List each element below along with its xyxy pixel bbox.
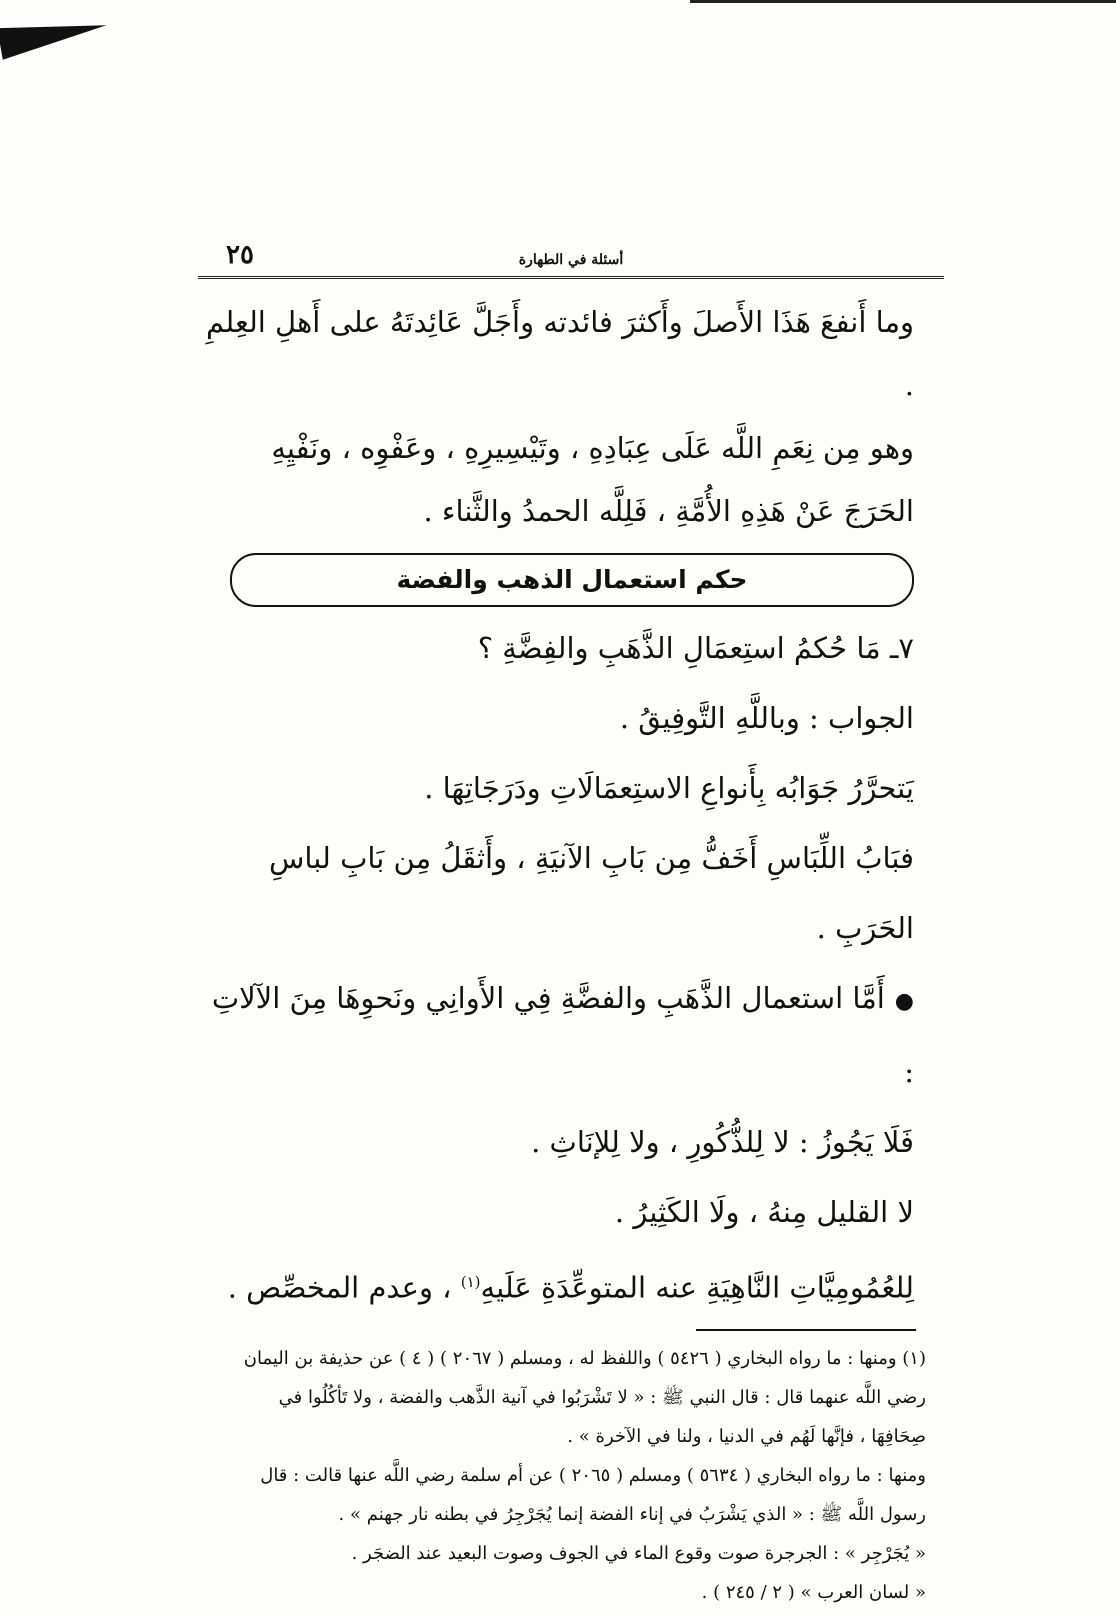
footnote-divider bbox=[696, 1329, 916, 1331]
answer-line: فبَابُ اللِّبَاسِ أَخَفُّ مِن بَابِ الآنيَةِ ، وأَثقَلُ مِن بَابِ لباسِ الحَرَبِ . bbox=[269, 841, 914, 945]
footnote-line: رسول اللَّه ﷺ : « الذي يَشْرَبُ في إناء الفضة إنما يُجَرْجِرُ في بطنه نار جهنم » . bbox=[338, 1503, 926, 1525]
footnote-line: صِحَافِهَا ، فإنَّها لَهُم في الدنيا ، ولنا في الآخرة » . bbox=[567, 1425, 926, 1447]
answer-line: الجواب : وباللَّهِ التَّوفِيقُ . bbox=[619, 701, 914, 735]
page-number: ٢٥ bbox=[226, 240, 254, 270]
running-header bbox=[198, 240, 944, 279]
footnote-line: « يُجَرْجِر » : الجرجرة صوت وقوع الماء في الجوف وصوت البعيد عند الضجَر . bbox=[351, 1542, 926, 1564]
footnote-line: رضي اللَّه عنهما قال : قال النبي ﷺ : « لا تَشْرَبُوا في آنية الذَّهب والفضة ، ولا تَأكُلُوا في bbox=[278, 1386, 926, 1408]
ruling-line: فَلَا يَجُوزُ : لا لِلذُّكُورِ ، ولا لِلإنَاثِ . bbox=[531, 1125, 914, 1159]
footnote-line: ومنها : ما رواه البخاري ( ٥٦٣٤ ) ومسلم ( ٢٠٦٥ ) عن أم سلمة رضي اللَّه عنها قالت : قال bbox=[260, 1464, 926, 1486]
intro-paragraph: وما أَنفعَ هَذَا الأَصلَ وأَكثرَ فائدته وأَجَلَّ عَائِدتَهُ على أَهلِ العِلمِ . bbox=[206, 305, 914, 402]
scan-top-line bbox=[690, 0, 1116, 3]
answer-line: يَتحرَّرُ جَوَابُه بِأَنواعِ الاستِعمَالَاتِ ودَرَجَاتِهَا . bbox=[424, 771, 914, 805]
evidence-line bbox=[198, 1247, 914, 1323]
book-page bbox=[198, 240, 944, 1612]
footnotes bbox=[198, 1339, 944, 1612]
question: ٧ـ مَا حُكمُ استِعمَالِ الذَّهَبِ والفِضَّةِ ؟ bbox=[477, 631, 914, 665]
question-answer bbox=[198, 613, 944, 1323]
evidence-text: لِلعُمُومِيَّاتِ النَّاهِيَةِ عنه المتوعِّدَةِ عَلَيهِ bbox=[480, 1270, 914, 1305]
intro-paragraphs bbox=[198, 291, 944, 543]
bullet-point bbox=[198, 963, 914, 1107]
intro-paragraph: وهو مِن نِعَمِ اللَّه عَلَى عِبَادِهِ ، وتَيْسِيرِهِ ، وعَفْوِه ، ونَفْيِهِ الحَرَجَ عَنْ هَذِهِ الأُمَّةِ ، فَلِلَّه الحمدُ والثَّناء . bbox=[271, 431, 914, 528]
running-title: أسئلة في الطهارة bbox=[518, 252, 624, 268]
bullet-text: أَمَّا استعمال الذَّهَبِ والفضَّةِ فِي الأَوانِي ونَحوِهَا مِنَ الآلاتِ : bbox=[211, 981, 914, 1089]
ruling-line: لا القليل مِنهُ ، ولَا الكَثِيرُ . bbox=[614, 1195, 914, 1229]
section-heading: حكم استعمال الذهب والفضة bbox=[230, 553, 914, 607]
bullet-icon: ● bbox=[894, 989, 914, 1014]
evidence-text-end: ، وعدم المخصِّص . bbox=[227, 1270, 461, 1305]
scan-edge-mark bbox=[0, 9, 109, 59]
footnote-line: « لسان العرب » ( ٢ / ٢٤٥ ) . bbox=[701, 1581, 926, 1603]
footnote-marker: (١) bbox=[460, 1273, 481, 1291]
footnote-line: (١) ومنها : ما رواه البخاري ( ٥٤٢٦ ) واللفظ له ، ومسلم ( ٢٠٦٧ ) ( ٤ ) عن حذيفة بن اليمان bbox=[243, 1347, 926, 1369]
